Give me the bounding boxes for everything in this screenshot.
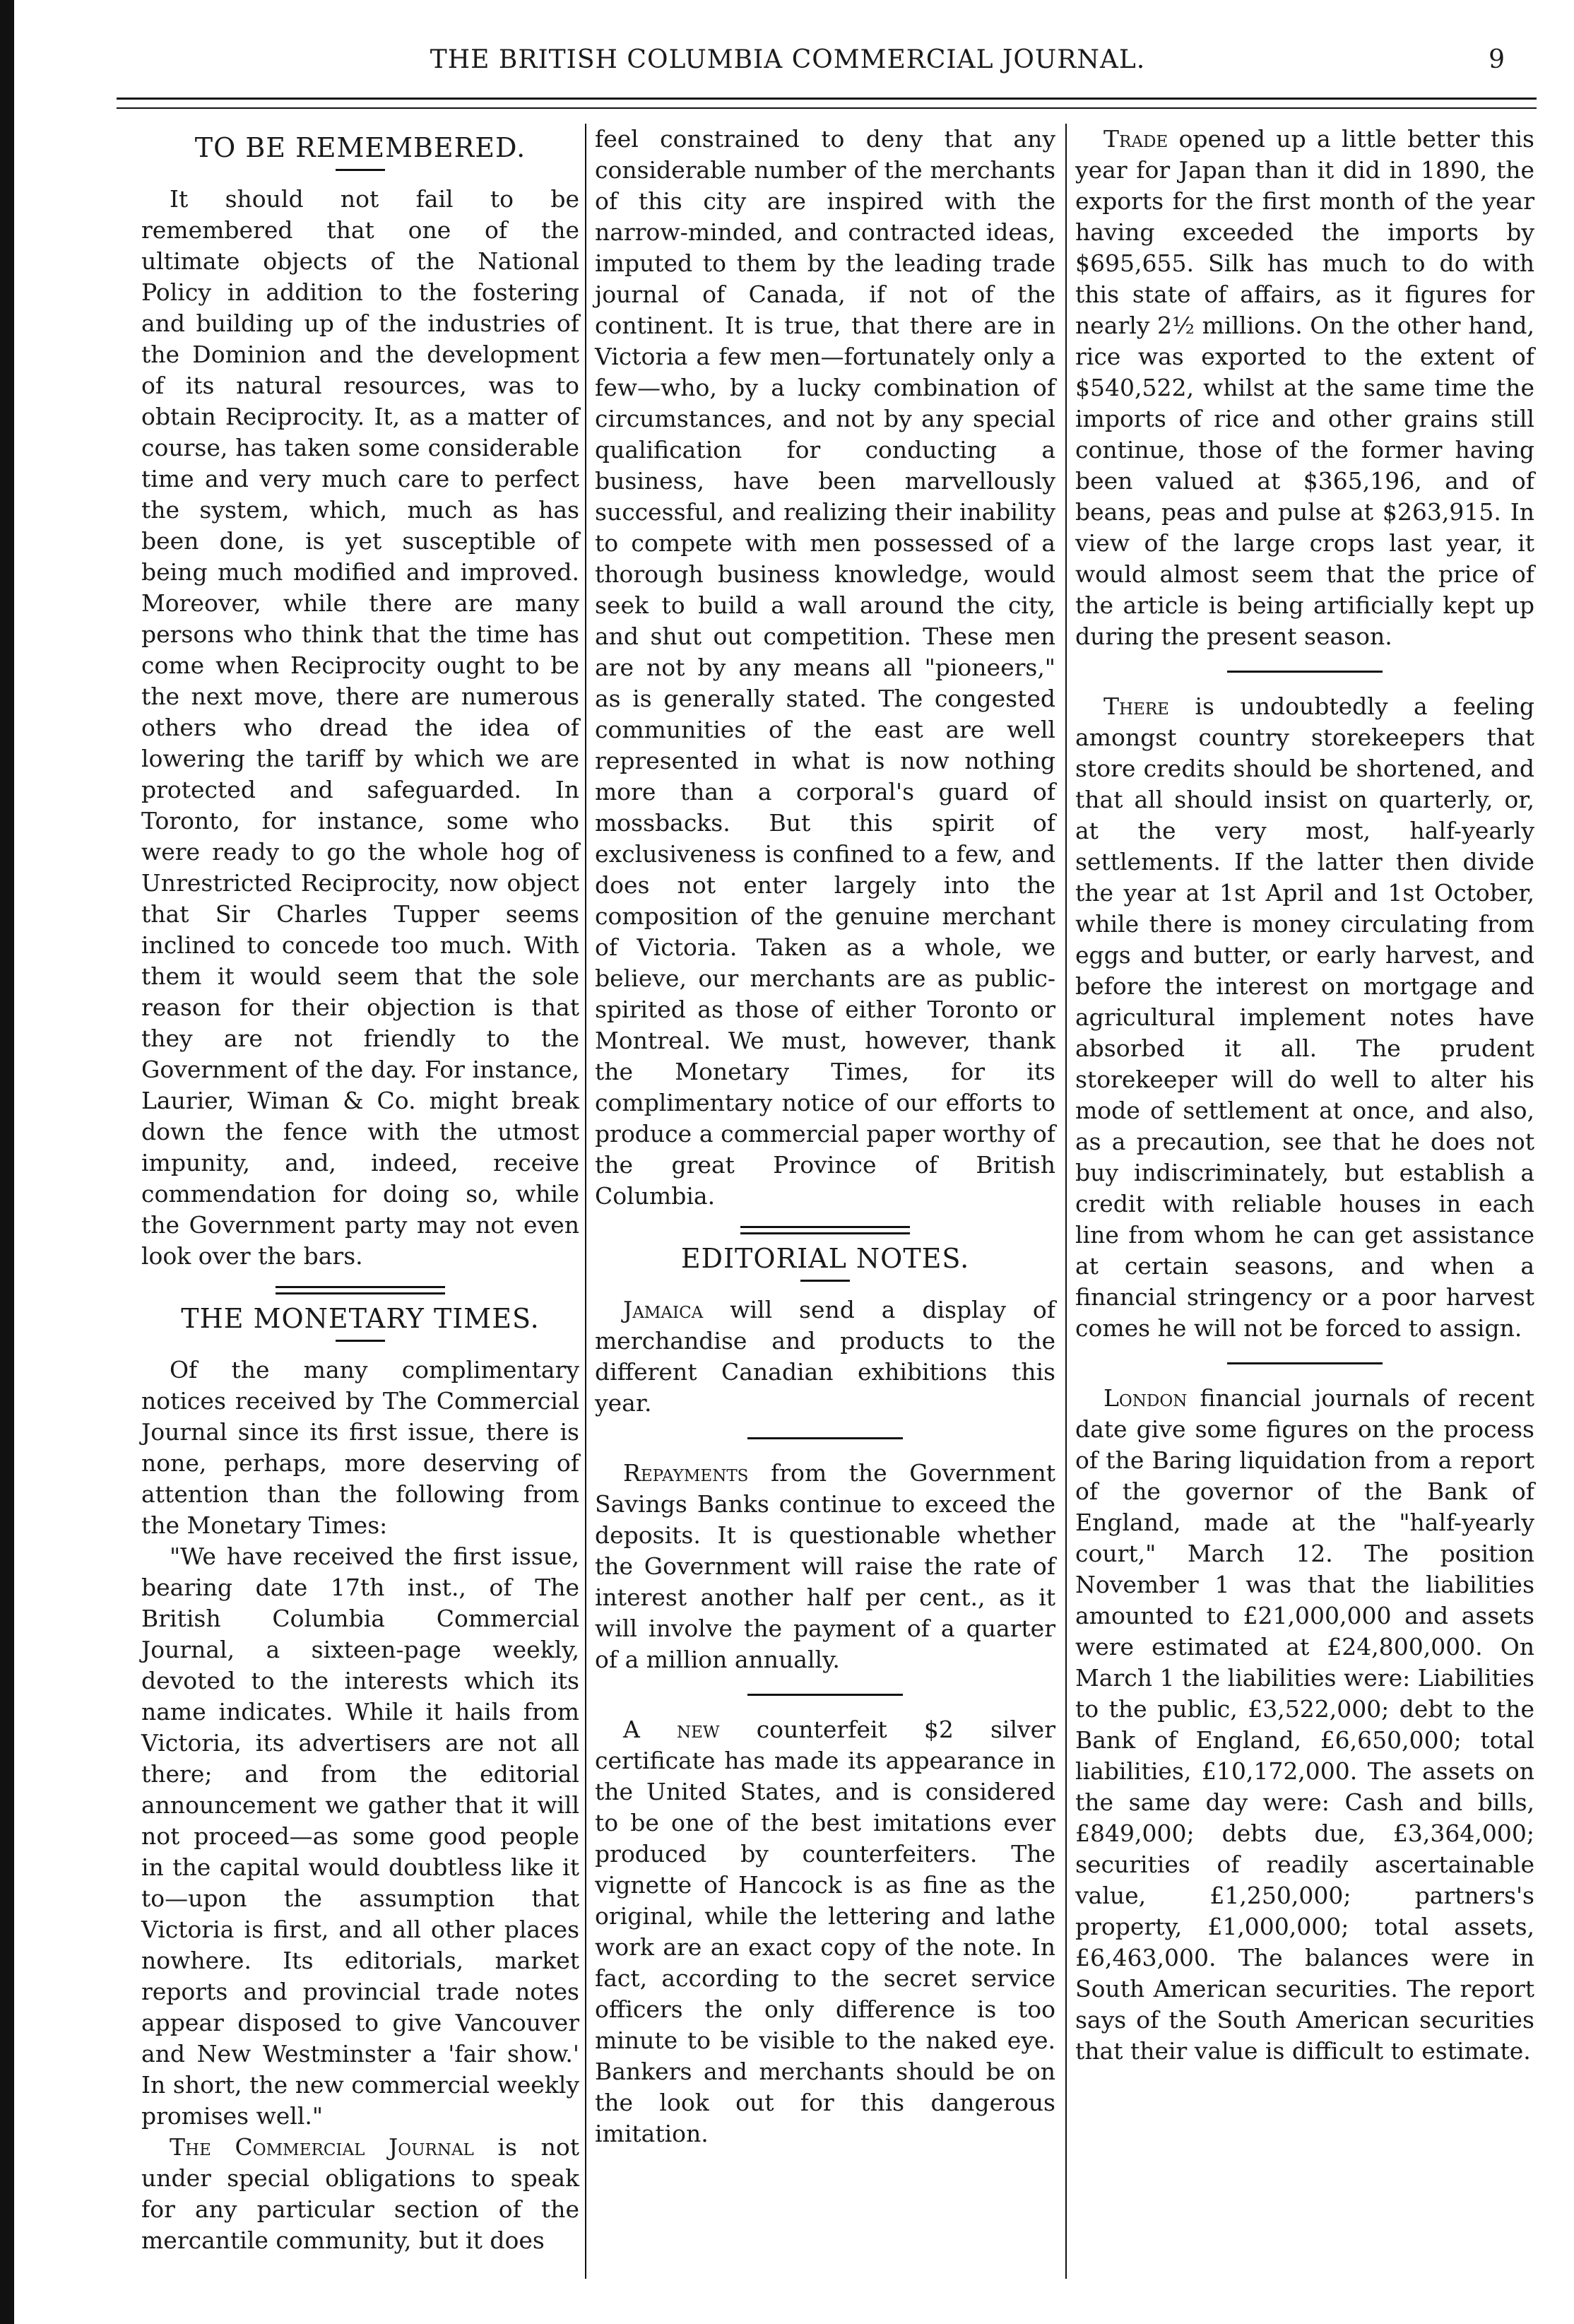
lead-words: There	[1103, 692, 1169, 720]
short-rule	[800, 1280, 850, 1282]
double-rule	[276, 1286, 445, 1294]
paragraph-text: financial journals of recent date give some figures on the process of the Baring liquidation from a report of the governor of the Bank of England, made at the "half-yearly court," March 12. The position November 1 was that the liabilities amounted to £21,000,000 and assets were estimated at £24,800,000. On March 1 the liabilities were: Liabilities to the public, £3,522,000; debt to the Bank of England, £6,650,000; total liabilities, £10,172,000. The assets on the same day were: Cash and bills, £849,000; debts due, £3,364,000; securities of readily ascertainable value, £1,250,000; partners's property, £1,000,000; total assets, £6,463,000. The balances were in South American securities. The report says of the South American securities that their value is difficult to estimate.	[1075, 1384, 1534, 2065]
lead-words: Repayments	[623, 1459, 749, 1487]
paragraph-text: is not under special obligations to speak for any particular section of the mercantile community, but it does	[141, 2133, 579, 2254]
quoted-paragraph: "We have received the first issue, bearing date 17th inst., of The British Columbia Commercial Journal, a sixteen-page weekly, devoted to the interests which its name indicates. While it hails from Victoria, its advertisers are not all there; and from the editorial announcement we gather that it will not proceed—as some good people in the capital would doubtless like it to—upon the assumption that Victoria is first, and all other places nowhere. Its editorials, market reports and provincial trade notes appear disposed to give Vancouver and New Westminster a 'fair show.' In short, the new commercial weekly promises well."	[141, 1543, 579, 2130]
editorial-note	[1075, 124, 1534, 652]
paragraph-text: is undoubtedly a feeling amongst country storekeepers that store credits should be shortened, and that all should insist on quarterly, or, at the very most, half-yearly settlements. If the latter then divide the year at 1st April and 1st October, while there is money circulating from eggs and butter, or early harvest, and before the interest on mortgage and agricultural implement notes have absorbed it all. The prudent storekeeper will do well to alter his mode of settlement at once, and also, as a precaution, see that he does not buy indiscriminately, but establish a credit with reliable houses in each line from whom he can get assistance at certain seasons, and when a financial stringency or a poor harvest comes he will not be forced to assign.	[1075, 692, 1534, 1342]
note-separator	[747, 1694, 903, 1696]
lead-words: Trade	[1103, 125, 1168, 153]
page-header	[42, 45, 1533, 88]
double-rule	[740, 1226, 910, 1234]
note-separator	[1227, 1362, 1383, 1364]
lead-words: The Commercial Journal	[170, 2133, 474, 2161]
paragraph-text: will send a display of merchandise and products to the different Canadian exhibitions this year.	[595, 1296, 1055, 1417]
column-divider	[585, 124, 586, 2279]
editorial-note	[595, 1294, 1055, 1419]
editorial-note	[595, 1714, 1055, 2149]
column-divider	[1065, 124, 1067, 2279]
article-paragraph: feel constrained to deny that any considerable number of the merchants of this city are inspired with the narrow-minded, and contracted ideas, imputed to them by the leading trade journal of Canada, if not of the continent. It is true, that there are in Victoria a few men—fortunately only a few—who, by a lucky combination of circumstances, and not by any special qualification for conducting a business, have been marvellously successful, and realizing their inability to compete with men possessed of a thorough business knowledge, would seek to build a wall around the city, and shut out competition. These men are not by any means all "pioneers," as is generally stated. The congested communities of the east are well represented in what is now nothing more than a corporal's guard of mossbacks. But this spirit of exclusiveness is confined to a few, and does not enter largely into the composition of the genuine merchant of Victoria. Taken as a whole, we believe, our merchants are as public-spirited as those of either Toronto or Montreal. We must, however, thank the Monetary Times, for its complimentary notice of our efforts to produce a commercial paper worthy of the great Province of British Columbia.	[595, 125, 1055, 1210]
lead-words: A new	[623, 1716, 720, 1743]
column-middle	[595, 124, 1055, 2149]
article-paragraph	[141, 2132, 579, 2256]
article-heading: TO BE REMEMBERED.	[194, 132, 526, 163]
editorial-note	[1075, 691, 1534, 1344]
article-paragraph: Of the many complimentary notices received by The Commercial Journal since its first issue, there is none, perhaps, more deserving of attention than the following from the Monetary Times:	[141, 1356, 579, 1539]
page-spine-shadow	[0, 0, 14, 2324]
article-heading: THE MONETARY TIMES.	[181, 1303, 540, 1334]
section-heading: EDITORIAL NOTES.	[680, 1243, 970, 1274]
article-paragraph: It should not fail to be remembered that one of the ultimate objects of the National Policy in addition to the fostering and building up of the industries of the Dominion and the development of its natural resources, was to obtain Reciprocity. It, as a matter of course, has taken some considerable time and very much care to perfect the system, which, much as has been done, is yet susceptible of being much modified and improved. Moreover, while there are many persons who think that the time has come when Reciprocity ought to be the next move, there are numerous others who dread the idea of lowering the tariff by which we are protected and safeguarded. In Toronto, for instance, some who were ready to go the whole hog of Unrestricted Reciprocity, now object that Sir Charles Tupper seems inclined to concede too much. With them it would seem that the sole reason for their objection is that they are not friendly to the Government of the day. For instance, Laurier, Wiman & Co. might break down the fence with the utmost impunity, and, indeed, receive commendation for doing so, while the Government party may not even look over the bars.	[141, 185, 579, 1270]
header-rule	[117, 98, 1537, 100]
column-left	[141, 124, 579, 2256]
editorial-note	[595, 1458, 1055, 1675]
column-right	[1075, 124, 1534, 2067]
page-number: 9	[1489, 45, 1505, 74]
short-rule	[336, 169, 385, 171]
lead-words: London	[1103, 1384, 1188, 1412]
editorial-note	[1075, 1383, 1534, 2067]
header-rule-thin	[117, 107, 1537, 109]
paragraph-text: opened up a little better this year for Japan than it did in 1890, the exports for the first month of the year having exceeded the imports by $695,655. Silk has much to do with this state of affairs, as it figures for nearly 2½ millions. On the other hand, rice was exported to the extent of $540,522, whilst at the same time the imports of rice and other grains still continue, those of the former having been valued at $365,196, and of beans, peas and pulse at $263,915. In view of the large crops last year, it would almost seem that the price of the article is being artificially kept up during the present season.	[1075, 125, 1534, 650]
note-separator	[747, 1437, 903, 1439]
journal-title: THE BRITISH COLUMBIA COMMERCIAL JOURNAL.	[430, 45, 1146, 74]
paragraph-text: from the Government Savings Banks continue to exceed the deposits. It is questionable whether the Government will raise the rate of interest another half per cent., as it will involve the payment of a quarter of a million annually.	[595, 1459, 1055, 1673]
paragraph-text: counterfeit $2 silver certificate has made its appearance in the United States, and is considered to be one of the best imitations ever produced by counterfeiters. The vignette of Hancock is as fine as the original, while the lettering and lathe work are an exact copy of the note. In fact, according to the secret service officers the only difference is too minute to be visible to the naked eye. Bankers and merchants should be on the look out for this dangerous imitation.	[595, 1716, 1055, 2147]
short-rule	[336, 1340, 385, 1342]
lead-words: Jamaica	[623, 1296, 704, 1323]
note-separator	[1227, 671, 1383, 673]
